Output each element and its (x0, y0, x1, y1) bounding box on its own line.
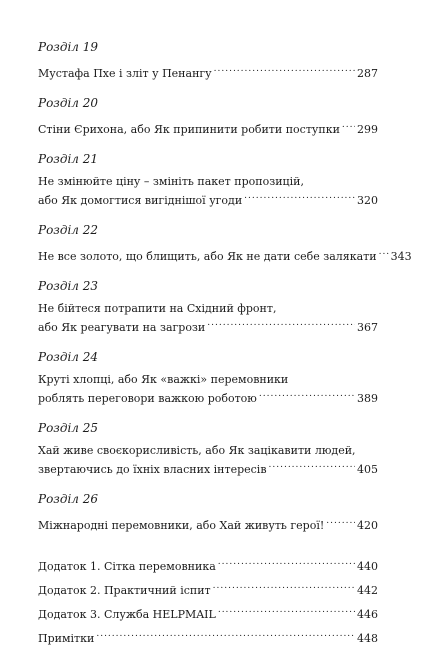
toc-section-chapter-23 (38, 279, 378, 335)
notes-title: Примітки (38, 632, 95, 645)
toc-entry[interactable] (38, 62, 378, 81)
toc-entry[interactable] (38, 301, 378, 335)
toc-entry[interactable] (38, 174, 378, 208)
entry-title-line-2: або Як домогтися вигіднішої угоди (38, 194, 243, 207)
dot-leader (218, 555, 355, 570)
dot-leader (96, 627, 355, 642)
dot-leader (259, 387, 355, 402)
toc-section-chapter-19 (38, 40, 378, 81)
page-number: 287 (357, 67, 378, 80)
chapter-heading: Розділ 19 (38, 40, 99, 54)
page-number: 440 (357, 560, 378, 573)
dot-leader (214, 62, 355, 77)
dot-leader (326, 514, 355, 529)
toc-entry[interactable] (38, 514, 378, 533)
toc-entry[interactable] (38, 443, 378, 477)
dot-leader (244, 189, 355, 204)
entry-title-line-1: Хай живе своєкорисливість, або Як зацікавити людей, (38, 444, 356, 457)
chapter-heading: Розділ 21 (38, 152, 99, 166)
table-of-contents (38, 40, 412, 651)
toc-section-chapter-22 (38, 223, 412, 264)
toc-entry[interactable] (38, 372, 378, 406)
toc-entry[interactable] (38, 118, 378, 137)
appendix-title: Додаток 2. Практичний іспит (38, 584, 211, 597)
page-number: 420 (357, 519, 378, 532)
page-number: 446 (357, 608, 378, 621)
dot-leader (213, 579, 355, 594)
toc-section-chapter-24 (38, 350, 378, 406)
entry-title-line-2: звертаючись до їхніх власних інтересів (38, 463, 267, 476)
toc-entry[interactable] (38, 245, 412, 264)
appendix-title: Додаток 1. Сітка перемовника (38, 560, 216, 573)
chapter-heading: Розділ 22 (38, 223, 99, 237)
entry-title-line-1: Не бійтеся потрапити на Східний фронт, (38, 302, 277, 315)
notes-entry[interactable] (38, 627, 378, 646)
dot-leader (207, 316, 355, 331)
entry-title-line-2: або Як реагувати на загрози (38, 321, 206, 334)
entry-title-line-2: роблять переговори важкою роботою (38, 392, 257, 405)
page-number: 448 (357, 632, 378, 645)
appendix-title: Додаток 3. Служба HELPMAIL (38, 608, 216, 621)
appendix-entry-1[interactable] (38, 555, 378, 574)
entry-title: Міжнародні перемовники, або Хай живуть герої! (38, 519, 325, 532)
dot-leader (342, 118, 355, 133)
toc-section-chapter-20 (38, 96, 378, 137)
page-number: 367 (357, 321, 378, 334)
page-number: 343 (390, 250, 412, 263)
page-number: 320 (357, 194, 378, 207)
chapter-heading: Розділ 25 (38, 421, 99, 435)
chapter-heading: Розділ 23 (38, 279, 99, 293)
appendix-entry-2[interactable] (38, 579, 378, 598)
toc-section-chapter-25 (38, 421, 378, 477)
entry-title-line-1: Не змінюйте ціну – змініть пакет пропозицій, (38, 175, 304, 188)
toc-section-chapter-21 (38, 152, 378, 208)
chapter-heading: Розділ 26 (38, 492, 99, 506)
dot-leader (379, 245, 389, 260)
entry-title: Не все золото, що блищить, або Як не дати себе залякати (38, 250, 377, 263)
entry-title: Стіни Єрихона, або Як припинити робити поступки (38, 123, 340, 136)
page-number: 405 (357, 463, 378, 476)
chapter-heading: Розділ 20 (38, 96, 99, 110)
page-number: 389 (357, 392, 378, 405)
chapter-heading: Розділ 24 (38, 350, 99, 364)
dot-leader (269, 458, 355, 473)
page-number: 299 (357, 123, 378, 136)
appendices-list (38, 555, 378, 646)
entry-title: Мустафа Пхе і зліт у Пенангу (38, 67, 212, 80)
appendix-entry-3[interactable] (38, 603, 378, 622)
dot-leader (218, 603, 355, 618)
page-number: 442 (357, 584, 378, 597)
toc-section-chapter-26 (38, 492, 378, 533)
entry-title-line-1: Круті хлопці, або Як «важкі» перемовники (38, 373, 289, 386)
